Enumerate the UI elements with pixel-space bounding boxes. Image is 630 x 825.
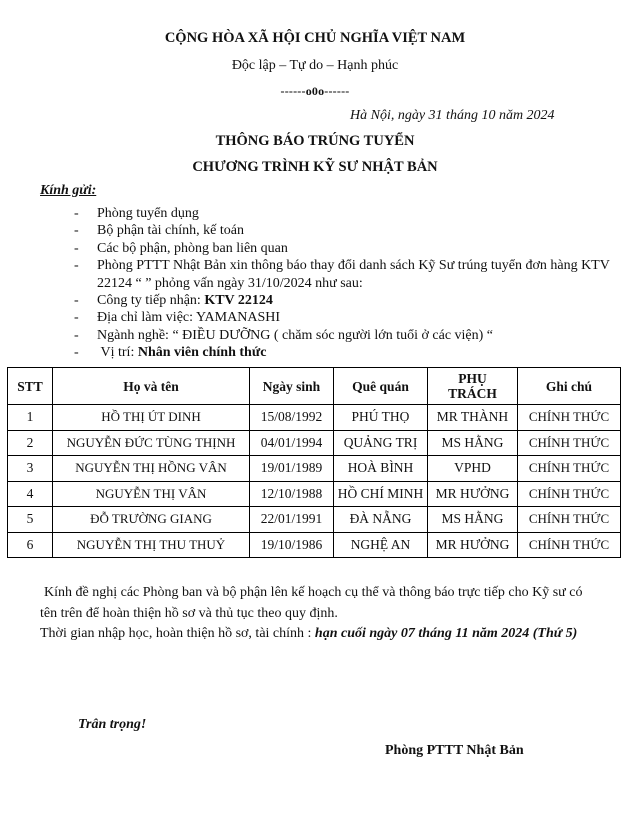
col-header-manager: PHỤ TRÁCH bbox=[428, 368, 518, 405]
national-title: CỘNG HÒA XÃ HỘI CHỦ NGHĨA VIỆT NAM bbox=[164, 30, 466, 46]
table-row bbox=[8, 405, 621, 431]
document-subtitle: CHƯƠNG TRÌNH KỸ SƯ NHẬT BẢN bbox=[192, 159, 438, 175]
cell-dob: 15/08/1992 bbox=[250, 405, 334, 431]
cell-manager: MR HƯỞNG bbox=[428, 532, 518, 558]
cell-hometown: ĐÀ NẴNG bbox=[334, 507, 428, 533]
cell-name: HỒ THỊ ÚT DINH bbox=[53, 405, 250, 431]
cell-hometown: QUẢNG TRỊ bbox=[334, 430, 428, 456]
document-title: THÔNG BÁO TRÚNG TUYỂN bbox=[215, 133, 415, 149]
cell-stt: 6 bbox=[8, 532, 53, 558]
motto: Độc lập – Tự do – Hạnh phúc bbox=[231, 58, 399, 73]
cell-name: NGUYỄN ĐỨC TÙNG THỊNH bbox=[53, 430, 250, 456]
address-value: YAMANASHI bbox=[196, 310, 281, 326]
cell-name: NGUYỄN THỊ HỒNG VÂN bbox=[53, 456, 250, 482]
cell-manager: MS HẰNG bbox=[428, 430, 518, 456]
cell-stt: 2 bbox=[8, 430, 53, 456]
cell-manager: MS HẰNG bbox=[428, 507, 518, 533]
table-header-row bbox=[8, 368, 621, 405]
cell-name: NGUYỄN THỊ VÂN bbox=[53, 481, 250, 507]
company-label: Công ty tiếp nhận: bbox=[97, 293, 205, 309]
date-line: Hà Nội, ngày 31 tháng 10 năm 2024 bbox=[350, 108, 555, 123]
job-value: “ ĐIỀU DƯỠNG ( chăm sóc người lớn tuổi ở các viện) “ bbox=[172, 327, 494, 343]
cell-dob: 19/01/1989 bbox=[250, 456, 334, 482]
table-row bbox=[8, 430, 621, 456]
company-line bbox=[72, 292, 612, 309]
position-line bbox=[72, 344, 612, 361]
address-line bbox=[72, 309, 612, 326]
col-header-dob: Ngày sinh bbox=[250, 368, 334, 405]
cell-dob: 19/10/1986 bbox=[250, 532, 334, 558]
list-item: - Bộ phận tài chính, kế toán bbox=[72, 222, 612, 239]
cell-name: NGUYỄN THỊ THU THUỶ bbox=[53, 532, 250, 558]
cell-hometown: NGHỆ AN bbox=[334, 532, 428, 558]
closing-paragraph: Kính đề nghị các Phòng ban và bộ phận lên kế hoạch cụ thể và thông báo trực tiếp cho Kỹ sư có tên trên để hoàn thiện hồ sơ và thủ tục theo quy định. bbox=[40, 585, 583, 621]
candidate-table bbox=[7, 367, 621, 558]
deadline-label: Thời gian nhập học, hoàn thiện hồ sơ, tài chính : bbox=[40, 626, 315, 641]
col-header-stt: STT bbox=[8, 368, 53, 405]
cell-manager: VPHD bbox=[428, 456, 518, 482]
col-header-name: Họ và tên bbox=[53, 368, 250, 405]
separator: ------o0o------ bbox=[280, 84, 350, 98]
cell-stt: 4 bbox=[8, 481, 53, 507]
table-row bbox=[8, 507, 621, 533]
job-line bbox=[72, 327, 612, 344]
deadline-line bbox=[40, 626, 577, 642]
cell-name: ĐỖ TRƯỜNG GIANG bbox=[53, 507, 250, 533]
cell-note: CHÍNH THỨC bbox=[518, 507, 621, 533]
notice-intro: - Phòng PTTT Nhật Bản xin thông báo thay đổi danh sách Kỹ Sư trúng tuyển đơn hàng KTV 22124 “ ” phỏng vấn ngày 31/10/2024 như sau: bbox=[72, 257, 612, 292]
cell-hometown: HOÀ BÌNH bbox=[334, 456, 428, 482]
cell-note: CHÍNH THỨC bbox=[518, 481, 621, 507]
position-value: Nhân viên chính thức bbox=[137, 345, 267, 361]
cell-stt: 1 bbox=[8, 405, 53, 431]
col-header-hometown: Quê quán bbox=[334, 368, 428, 405]
cell-manager: MR THÀNH bbox=[428, 405, 518, 431]
cell-hometown: HỒ CHÍ MINH bbox=[334, 481, 428, 507]
address-label: Địa chỉ làm việc: bbox=[97, 310, 196, 326]
cell-dob: 12/10/1988 bbox=[250, 481, 334, 507]
cell-note: CHÍNH THỨC bbox=[518, 430, 621, 456]
col-header-note: Ghi chú bbox=[518, 368, 621, 405]
cell-dob: 04/01/1994 bbox=[250, 430, 334, 456]
signature-department: Phòng PTTT Nhật Bản bbox=[385, 743, 524, 758]
cell-hometown: PHÚ THỌ bbox=[334, 405, 428, 431]
list-item: - Phòng tuyển dụng bbox=[72, 205, 612, 222]
regards: Trân trọng! bbox=[78, 717, 147, 732]
deadline-value: hạn cuối ngày 07 tháng 11 năm 2024 (Thứ 5) bbox=[314, 626, 578, 641]
cell-manager: MR HƯỞNG bbox=[428, 481, 518, 507]
cell-dob: 22/01/1991 bbox=[250, 507, 334, 533]
recipient-list bbox=[72, 205, 612, 362]
company-value: KTV 22124 bbox=[204, 293, 273, 309]
cell-stt: 5 bbox=[8, 507, 53, 533]
list-item: - Các bộ phận, phòng ban liên quan bbox=[72, 240, 612, 257]
cell-note: CHÍNH THỨC bbox=[518, 405, 621, 431]
job-label: Ngành nghề: bbox=[97, 327, 173, 343]
table-row bbox=[8, 532, 621, 558]
cell-note: CHÍNH THỨC bbox=[518, 532, 621, 558]
position-label: Vị trí: bbox=[100, 345, 138, 361]
table-row bbox=[8, 456, 621, 482]
cell-note: CHÍNH THỨC bbox=[518, 456, 621, 482]
greeting: Kính gửi: bbox=[40, 183, 97, 198]
cell-stt: 3 bbox=[8, 456, 53, 482]
table-row bbox=[8, 481, 621, 507]
